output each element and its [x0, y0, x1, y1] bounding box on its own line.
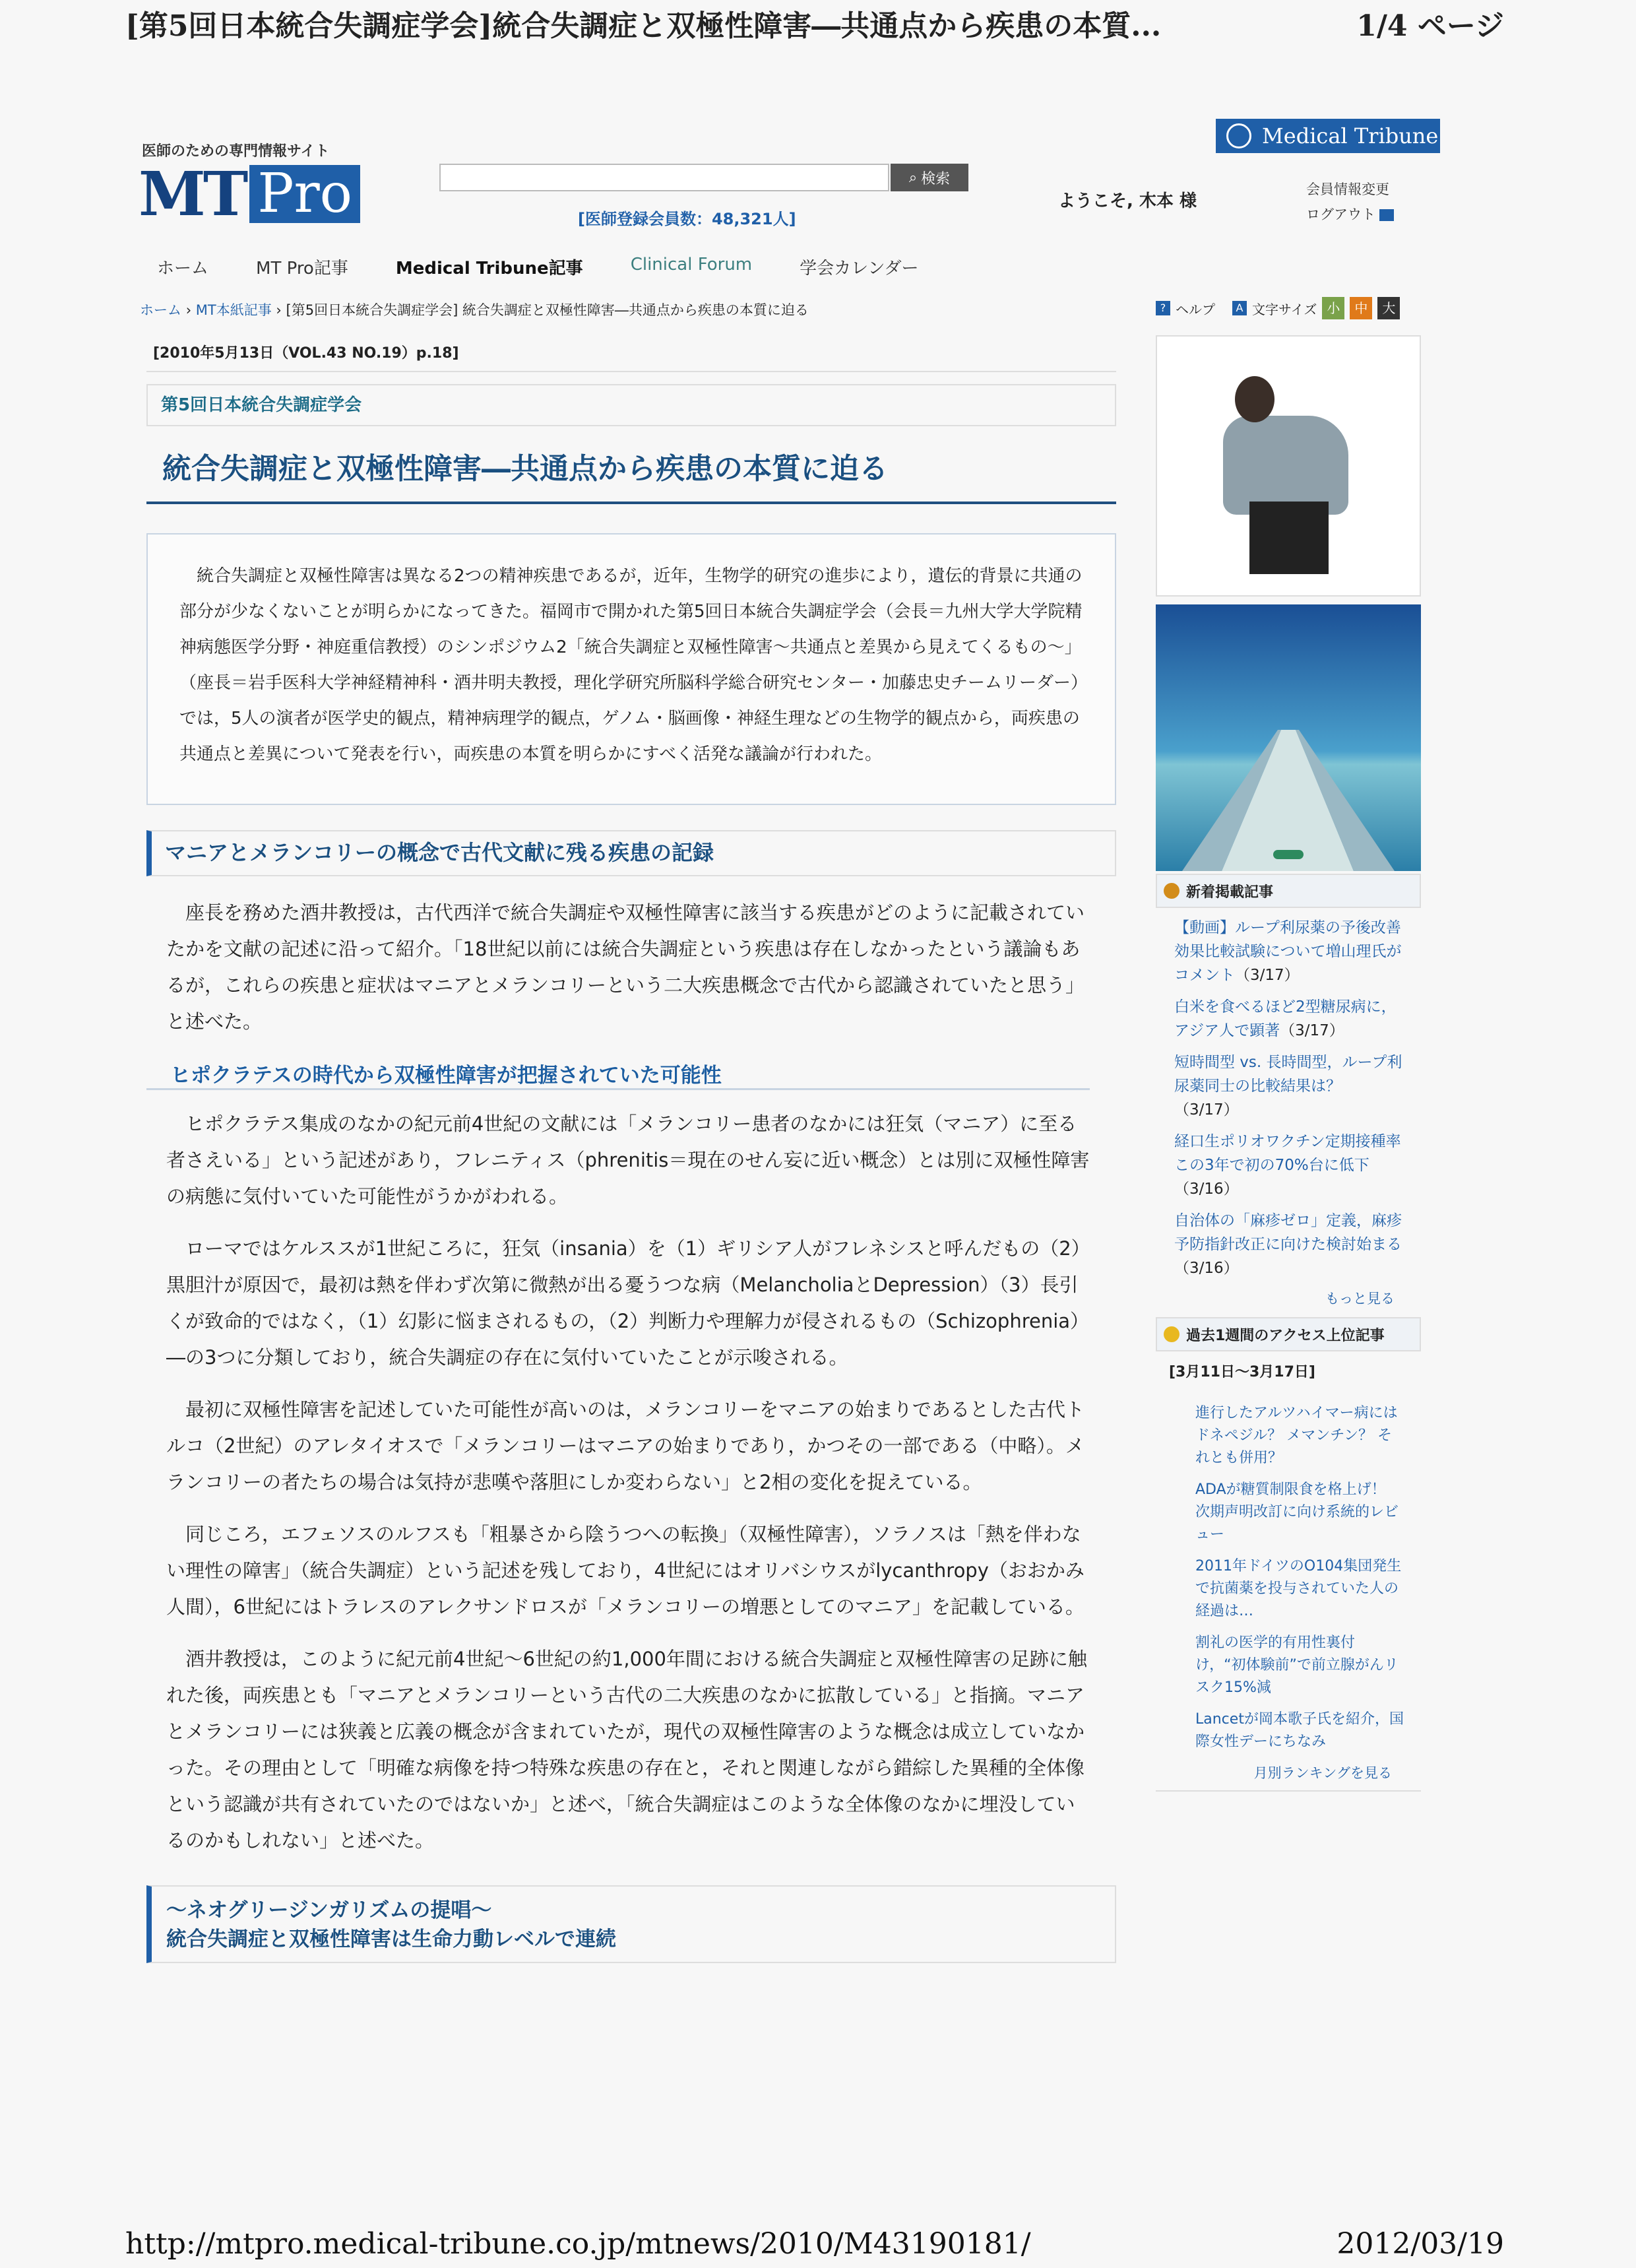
breadcrumb	[140, 300, 809, 319]
help-icon[interactable]: ?	[1156, 301, 1170, 315]
article-paragraph: 最初に双極性障害を記述していた可能性が高いのは，メランコリーをマニアの始まりであるとした古代トルコ（2世紀）のアレタイオスで「メランコリーはマニアの始まりであり，かつその一部である（中略）。メランコリーの者たちの場合は気持が悲嘆や落胆にしか変わらない」と2相の変化を捉えている。	[166, 1398, 1085, 1493]
article-headline: 統合失調症と双極性障害―共通点から疾患の本質に迫る	[146, 426, 1116, 504]
search-button-label: 検索	[921, 170, 951, 187]
news-icon	[1164, 883, 1180, 899]
section-heading-line: 統合失調症と双極性障害は生命力動レベルで連続	[166, 1928, 616, 1951]
print-page-number: 1/4 ページ	[1356, 9, 1504, 43]
ranking-title: 過去1週間のアクセス上位記事	[1186, 1327, 1385, 1344]
list-item[interactable]: Lancetが岡本歌子氏を紹介，国際女性デーにちなみ	[1195, 1711, 1404, 1750]
breadcrumb-separator: ›	[185, 302, 192, 318]
banner-image-man[interactable]	[1156, 335, 1421, 597]
breadcrumb-section[interactable]: MT本紙記事	[195, 302, 272, 318]
new-articles-header	[1156, 874, 1421, 908]
list-item[interactable]: 進行したアルツハイマー病にはドネペジル？ メマンチン？ それとも併用？	[1195, 1405, 1398, 1466]
conference-name: 第5回日本統合失調症学会	[146, 384, 1116, 426]
list-item[interactable]: 自治体の「麻疹ゼロ」定義，麻疹予防指針改正に向けた検討始まる（3/16）	[1174, 1212, 1402, 1277]
font-size-label: 文字サイズ	[1252, 301, 1317, 317]
search-input[interactable]	[439, 164, 889, 191]
print-date: 2012/03/19	[1337, 2226, 1504, 2261]
font-medium-button[interactable]: 中	[1350, 297, 1372, 319]
list-item[interactable]: ADAが糖質制限食を格上げ！ 次期声明改訂に向け系統的レビュー	[1195, 1481, 1399, 1543]
sidebar	[1156, 335, 1421, 1792]
font-large-button[interactable]: 大	[1377, 297, 1400, 319]
member-count: [医師登録会員数：48,321人]	[578, 210, 796, 228]
medical-tribune-label: Medical Tribune	[1262, 123, 1439, 148]
font-small-button[interactable]: 小	[1322, 297, 1344, 319]
ranking-header	[1156, 1317, 1421, 1351]
logout-icon	[1379, 209, 1394, 221]
print-footer	[125, 2224, 1504, 2263]
breadcrumb-current: [第5回日本統合失調症学会] 統合失調症と双極性障害―共通点から疾患の本質に迫る	[286, 302, 809, 318]
mtpro-logo[interactable]	[139, 158, 360, 230]
site-tagline: 医師のための専門情報サイト	[142, 143, 330, 160]
monthly-ranking-link[interactable]: 月別ランキングを見る	[1156, 1763, 1421, 1792]
list-item[interactable]: 割礼の医学的有用性裏付け，“初体験前”で前立腺がんリスク15%減	[1195, 1635, 1399, 1696]
search-icon: ⌕	[908, 169, 918, 186]
ranking-range: [3月11日～3月17日]	[1169, 1364, 1315, 1380]
nav-home[interactable]: ホーム	[157, 259, 209, 278]
banner-image-pier[interactable]	[1156, 604, 1421, 871]
section-heading-line: ～ネオグリージンガリズムの提唱～	[166, 1898, 492, 1922]
list-item[interactable]: 【動画】ループ利尿薬の予後改善効果比較試験について増山理氏がコメント（3/17）	[1174, 919, 1402, 984]
font-size-icon: A	[1232, 301, 1247, 315]
ranking-list	[1156, 1389, 1421, 1753]
article-lead: 統合失調症と双極性障害は異なる2つの精神疾患であるが，近年，生物学的研究の進歩により，遺伝的背景に共通の部分が少なくないことが明らかになってきた。福岡市で開かれた第5回日本統合失調症学会（会長＝九州大学大学院精神病態医学分野・神庭重信教授）のシンポジウム2「統合失調症と双極性障害～共通点と差異から見えてくるもの～」（座長＝岩手医科大学神経精神科・酒井明夫教授，理化学研究所脳科学総合研究センター・加藤忠史チームリーダー）では，5人の演者が医学史的観点，精神病理学的観点，ゲノム・脳画像・神経生理などの生物学的観点から，両疾患の共通点と差異について発表を行い，両疾患の本質を明らかにすべく活発な議論が行われた。	[146, 533, 1116, 805]
section-heading: マニアとメランコリーの概念で古代文献に残る疾患の記録	[146, 830, 1116, 876]
utility-bar	[1156, 297, 1400, 319]
star-icon	[1164, 1326, 1180, 1342]
section-heading-2	[146, 1885, 1116, 1963]
logout-link[interactable]	[1306, 202, 1394, 227]
breadcrumb-separator: ›	[276, 302, 282, 318]
nav-medical-tribune-articles[interactable]: Medical Tribune記事	[395, 259, 583, 278]
issue-info: [2010年5月13日（VOL.43 NO.19）p.18]	[146, 335, 1116, 372]
nav-conference-calendar[interactable]: 学会カレンダー	[800, 259, 919, 278]
print-header	[125, 0, 1504, 46]
logout-label: ログアウト	[1306, 207, 1375, 222]
list-item[interactable]: 経口生ポリオワクチン定期接種率この3年で初の70%台に低下（3/16）	[1174, 1133, 1401, 1198]
nav-mtpro-articles[interactable]: MT Pro記事	[256, 259, 348, 278]
list-item[interactable]: 短時間型 vs. 長時間型，ループ利尿薬同士の比較結果は？（3/17）	[1174, 1054, 1402, 1118]
article-paragraph: 同じころ，エフェソスのルフスも「粗暴さから陰うつへの転換」（双極性障害），ソラノスは「熱を伴わない理性の障害」（統合失調症）という記述を残しており，4世紀にはオリバシウスがlycanthropy（おおかみ人間），6世紀にはトラレスのアレクサンドロスが「メランコリーの増悪としてのマニア」を記載している。	[166, 1523, 1085, 1618]
print-title: [第5回日本統合失調症学会]統合失調症と双極性障害―共通点から疾患の本質...	[125, 9, 1162, 43]
article-paragraph: 酒井教授は，このように紀元前4世紀～6世紀の約1,000年間における統合失調症と双極性障害の足跡に触れた後，両疾患とも「マニアとメランコリーという古代の二大疾患のなかに拡散している」と指摘。マニアとメランコリーには狭義と広義の概念が含まれていたが，現代の双極性障害のような概念は成立していなかった。その理由として「明確な病像を持つ特殊な疾患の存在と，それと関連しながら錯綜した異種的全体像という認識が共有されていたのではないか」と述べ，「統合失調症はこのような全体像のなかに埋没しているのかもしれない」と述べた。	[166, 1648, 1087, 1852]
new-articles-list	[1156, 908, 1421, 1280]
global-nav	[157, 255, 966, 279]
breadcrumb-home[interactable]: ホーム	[140, 302, 181, 318]
list-item[interactable]: 2011年ドイツのO104集団発生で抗菌薬を投与されていた人の経過は…	[1195, 1558, 1402, 1619]
member-info-link[interactable]: 会員情報変更	[1306, 181, 1389, 197]
user-links	[1306, 177, 1394, 227]
pier-illustration	[1156, 604, 1421, 871]
article-main	[146, 335, 1116, 1963]
print-url: http://mtpro.medical-tribune.co.jp/mtnews/2010/M43190181/	[125, 2226, 1031, 2261]
welcome-message: ようこそ, 木本 様	[1058, 191, 1197, 211]
help-link[interactable]: ヘルプ	[1176, 301, 1215, 317]
search-button[interactable]	[891, 164, 968, 191]
medical-tribune-badge[interactable]	[1216, 119, 1440, 153]
article-paragraph: ヒポクラテス集成のなかの紀元前4世紀の文献には「メランコリー患者のなかには狂気（マニア）に至る者さえいる」という記述があり，フレニティス（phrenitis＝現在のせん妄に近い概念）とは別に双極性障害の病態に気付いていた可能性がうかがわれる。	[166, 1113, 1090, 1208]
list-item[interactable]: 白米を食べるほど2型糖尿病に，アジア人で顕著（3/17）	[1174, 998, 1397, 1039]
article-paragraph: ローマではケルススが1世紀ころに，狂気（insania）を（1）ギリシア人がフレネシスと呼んだもの（2）黒胆汁が原因で，最初は熱を伴わず次第に微熱が出る憂うつな病（MelancholiaとDepression）（3）長引くが致命的ではなく，（1）幻影に悩まされるもの，（2）判断力や理解力が侵されるもの（Schizophrenia）―の3つに分類しており，統合失調症の存在に気付いていたことが示唆される。	[166, 1237, 1090, 1369]
article-paragraph: 座長を務めた酒井教授は，古代西洋で統合失調症や双極性障害に該当する疾患がどのように記載されていたかを文献の記述に沿って紹介。「18世紀以前には統合失調症という疾患は存在しなかったという議論もあるが，これらの疾患と症状はマニアとメランコリーという二大疾患概念で古代から認識されていたと思う」と述べた。	[166, 901, 1085, 1033]
globe-icon	[1226, 123, 1251, 148]
nav-clinical-forum[interactable]: Clinical Forum	[630, 255, 753, 275]
new-articles-title: 新着掲載記事	[1186, 884, 1274, 901]
more-link[interactable]: もっと見る	[1325, 1291, 1395, 1307]
subsection-heading: ヒポクラテスの時代から双極性障害が把握されていた可能性	[146, 1058, 1090, 1090]
logo-pro: Pro	[249, 165, 360, 223]
logo-mt: MT	[139, 158, 246, 230]
